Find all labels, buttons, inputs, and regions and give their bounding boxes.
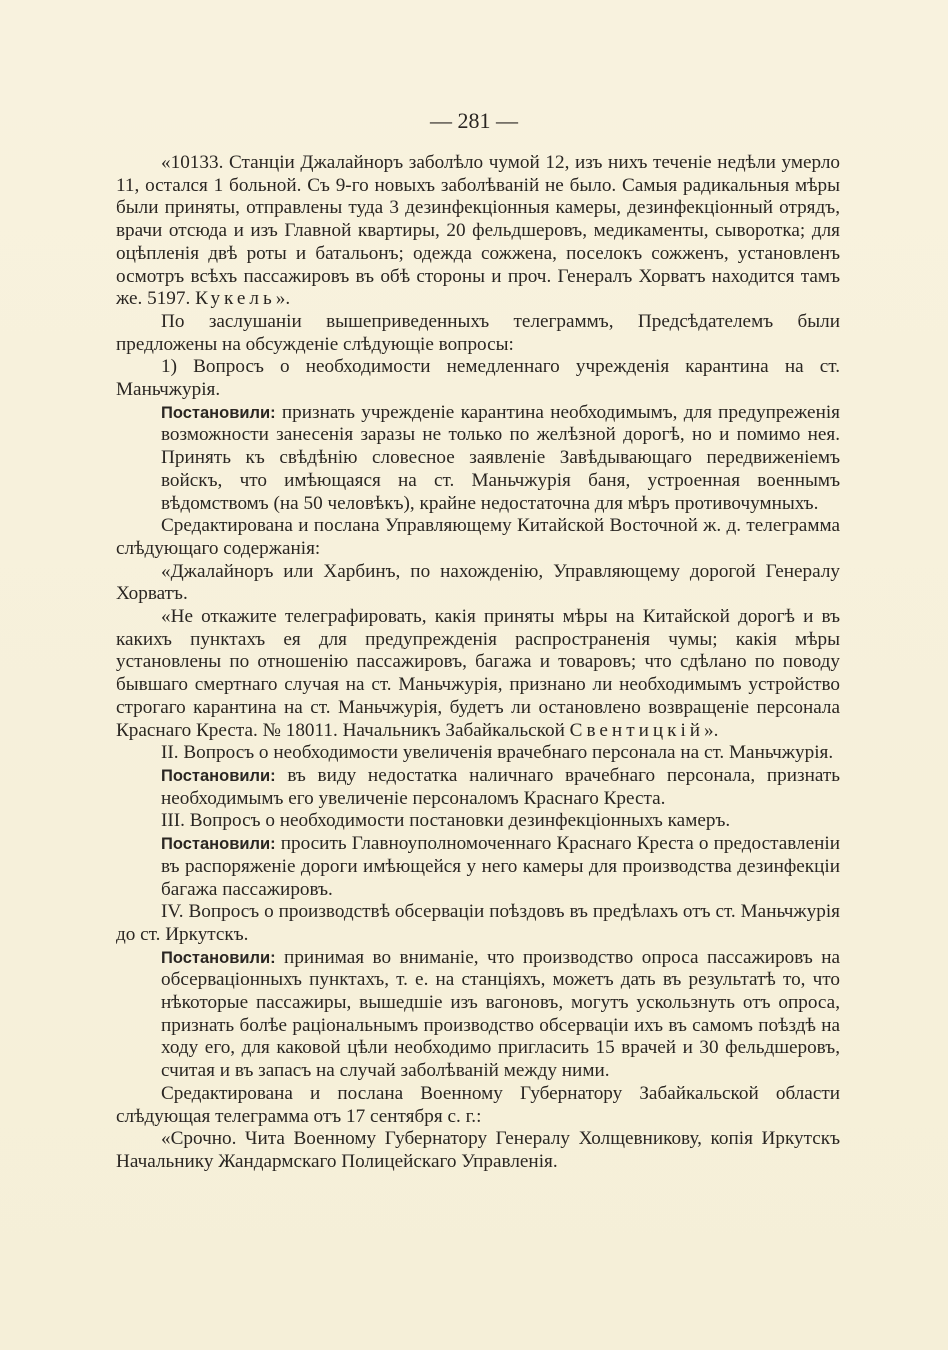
resolution-label: Постановили: [161, 835, 276, 854]
paragraph-text: «Джалайноръ или Харбинъ, по нахожденію, Управляющему дорогой Генералу Хорватъ. [116, 560, 840, 605]
paragraph-text: ». [704, 719, 719, 741]
resolution-paragraph [116, 765, 840, 810]
resolution-label: Постановили: [161, 766, 276, 785]
paragraph-text: «Срочно. Чита Военному Губернатору Генералу Холщевникову, копія Иркутскъ Начальнику Жандармскаго Полицейскаго Управленія. [116, 1128, 840, 1172]
paragraph-text: «10133. Станціи Джалайноръ заболѣло чумой 12, изъ нихъ теченіе недѣли умерло 11, остался 1 больной. Съ 9-го новыхъ заболѣваній не было. Самыя радикальныя мѣры были приняты, отправлены туда 3 дезинфекціонныя камеры, дезинфекціонный отрядъ, врачи отсюда и изъ Главной квартиры, 20 фельдшеровъ, медикаменты, сыворотка; для оцѣпленія двѣ роты и батальонъ; одежда сожжена, поселокъ сожженъ, установленъ осмотръ всѣхъ пассажировъ въ обѣ стороны и проч. Генералъ Хорватъ находится тамъ же. 5197. [116, 152, 840, 310]
paragraph [116, 561, 840, 606]
resolution-text: признать учрежденіе карантина необходимымъ, для предупреженія возможности занесенія заразы не только по желѣзной дорогѣ, но и помимо нея. Принять къ свѣдѣнію словесное заявленіе Завѣдывающаго передвиженіемъ войскъ, что имѣющаяся на ст. Маньчжурія баня, устроенная военнымъ вѣдомствомъ (на 50 человѣкъ), крайне недостаточна для мѣръ противочумныхъ. [161, 401, 840, 514]
paragraph-text: III. Вопросъ о необходимости постановки дезинфекціонныхъ камеръ. [161, 810, 731, 832]
resolution-paragraph [116, 947, 840, 1083]
paragraph [116, 152, 840, 311]
paragraph-text: Средактирована и послана Управляющему Китайской Восточной ж. д. телеграмма слѣдующаго содержанія: [116, 515, 840, 559]
resolution-label: Постановили: [161, 403, 276, 422]
paragraph-text: IV. Вопросъ о производствѣ обсерваціи поѣздовъ въ предѣлахъ отъ ст. Маньчжурія до ст. Иркутскъ. [116, 901, 840, 945]
paragraph [116, 311, 840, 356]
page-number: — 281 — [430, 108, 518, 133]
paragraph-text: 1) Вопросъ о необходимости немедленнаго учрежденія карантина на ст. Маньчжурія. [116, 356, 840, 401]
paragraph-text: Средактирована и послана Военному Губернатору Забайкальской области слѣдующая телеграмма отъ 17 сентября с. г.: [116, 1082, 840, 1127]
paragraph [116, 1083, 840, 1128]
resolution-label: Постановили: [161, 948, 276, 967]
paragraph [116, 606, 840, 742]
resolution-paragraph [116, 402, 840, 516]
paragraph [116, 810, 840, 833]
spaced-name: Кукель [195, 288, 276, 310]
paragraph [116, 901, 840, 946]
resolution-text: просить Главноуполномоченнаго Краснаго Креста о предоставленіи въ распоряженіе дороги имѣющейся у него камеры для производства дезинфекціи багажа пассажировъ. [161, 833, 840, 900]
document-body [116, 152, 840, 1174]
resolution-paragraph [116, 833, 840, 901]
resolution-text: принимая во вниманіе, что производство опроса пассажировъ на обсерваціонныхъ пунктахъ, т. е. на станціяхъ, можетъ дать въ результатѣ то, что нѣкоторые пассажиры, вышедшіе изъ вагоновъ, могутъ ускользнуть отъ опроса, признать болѣе раціональнымъ производство обсерваціи ихъ въ самомъ поѣздѣ на ходу его, для каковой цѣли необходимо пригласить 15 врачей и 30 фельдшеровъ, считая и въ запасъ на случай заболѣваній между ними. [161, 946, 840, 1082]
paragraph [116, 1128, 840, 1173]
resolution-text: въ виду недостатка наличнаго врачебнаго персонала, признать необходимымъ его увеличеніе персоналомъ Краснаго Креста. [161, 764, 840, 809]
paragraph-text: II. Вопросъ о необходимости увеличенія врачебнаго персонала на ст. Маньчжурія. [161, 742, 834, 764]
paragraph-text: ». [275, 288, 291, 310]
paragraph [116, 742, 840, 765]
paragraph-text: «Не откажите телеграфировать, какія приняты мѣры на Китайской дорогѣ и въ какихъ пунктахъ ея для предупрежденія распространенія чумы; какія мѣры установлены по отношенію пассажировъ, багажа и товаровъ; что сдѣлано по поводу бывшаго смертнаго случая на ст. Маньчжурія, признано ли необходимымъ устройство строгаго карантина на ст. Маньчжурія, будетъ ли остановлено возвращеніе персонала Краснаго Креста. № 18011. Начальникъ Забайкальской [116, 606, 840, 741]
paragraph [116, 515, 840, 560]
paragraph [116, 356, 840, 401]
paragraph-text: По заслушаніи вышеприведенныхъ телеграммъ, Предсѣдателемъ были предложены на обсужденіе слѣдующіе вопросы: [116, 310, 840, 355]
spaced-name: Свентицкій [569, 719, 705, 741]
